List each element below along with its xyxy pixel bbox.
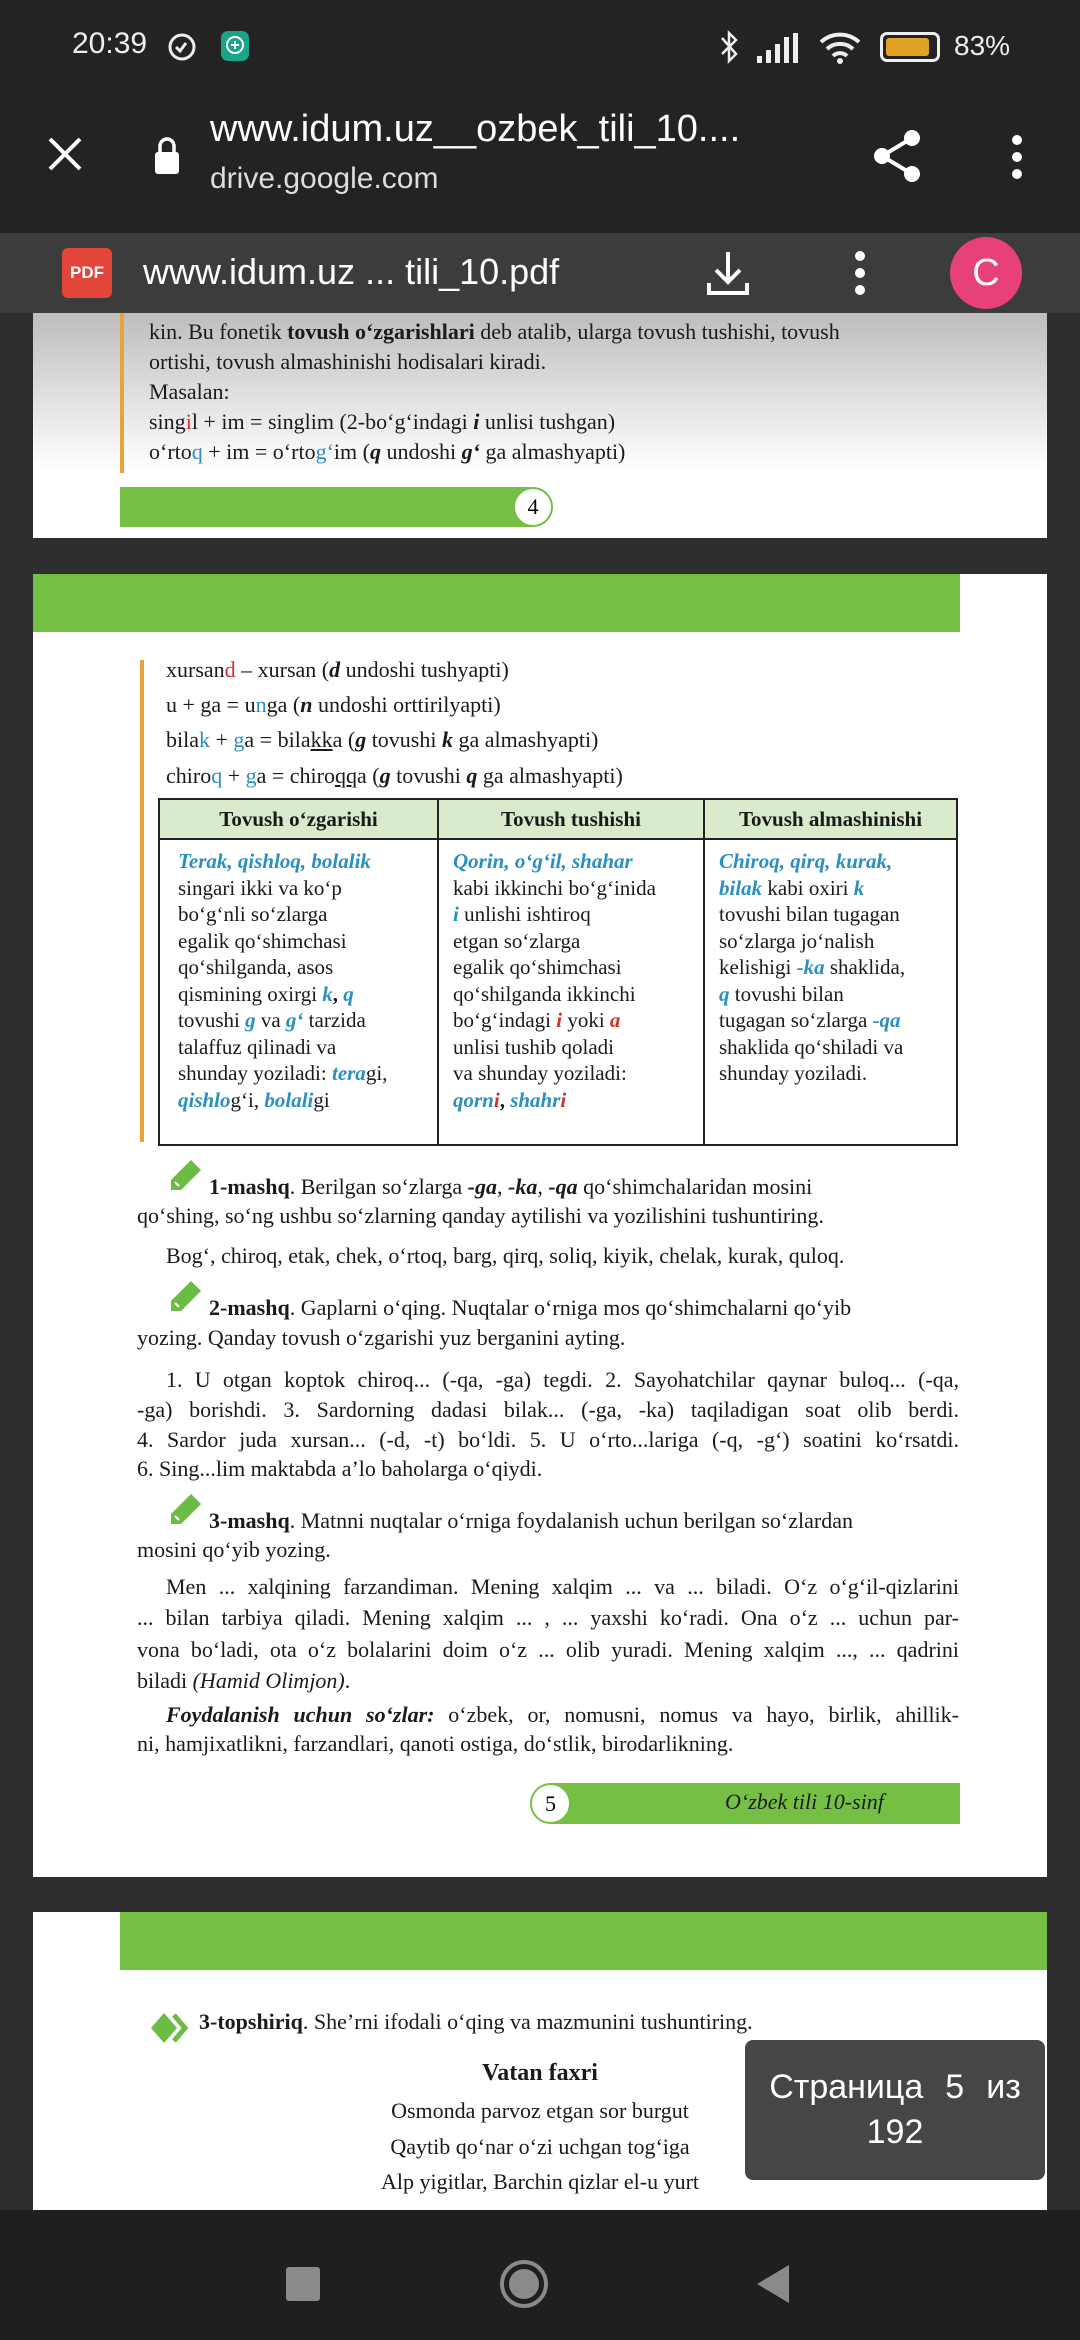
text-segment: 1-mashq — [209, 1174, 290, 1199]
text-segment: shunday yoziladi. — [719, 1061, 868, 1085]
text-segment: i — [453, 902, 459, 926]
text-segment: – xursan ( — [235, 657, 330, 682]
cell-line — [719, 1007, 946, 1034]
text-segment: so‘zlarga jo‘nalish — [719, 928, 875, 953]
text-segment: biladi — [137, 1668, 193, 1693]
text-segment: yozing. Qanday tovush o‘zgarishi yuz berganini ayting. — [137, 1325, 626, 1350]
text-segment: n — [300, 692, 313, 717]
text-segment: q — [466, 763, 478, 788]
text-segment: kelishigi — [719, 955, 797, 979]
text-segment: qishlo — [178, 1087, 231, 1112]
text-segment: va — [255, 1008, 286, 1032]
alarm-icon — [165, 28, 199, 62]
lock-icon — [152, 134, 182, 176]
header-green-bar — [120, 1912, 1047, 1970]
text-line — [209, 1506, 853, 1536]
cell-line — [178, 1034, 427, 1061]
text-segment: kabi ikkinchi bo‘g‘inida — [453, 875, 656, 900]
text-segment: i — [185, 409, 192, 434]
text-line — [137, 1454, 542, 1484]
text-segment: g — [355, 727, 367, 752]
text-segment: unlishi ishtiroq — [458, 902, 591, 926]
text-segment: bo‘g‘indagi — [453, 1008, 557, 1032]
text-segment: k — [441, 727, 453, 752]
text-segment: bo‘g‘nli so‘zlarga — [178, 902, 328, 926]
text-segment: 3-topshiriq — [199, 2009, 303, 2034]
cell-line — [719, 901, 946, 928]
poem-line: Alp yigitlar, Barchin qizlar el-u yurt — [380, 2169, 700, 2194]
text-segment: bila — [166, 727, 199, 752]
text-segment: i — [560, 1087, 567, 1112]
text-line — [166, 1572, 959, 1602]
text-line — [166, 690, 501, 720]
text-segment: egalik qo‘shimchasi — [178, 928, 347, 953]
cell-line — [453, 981, 693, 1008]
text-segment: Foydalanish uchun so‘zlar: — [166, 1702, 435, 1727]
text-line — [209, 1172, 812, 1202]
text-segment: Chiroq, qirq, kurak, — [719, 849, 893, 873]
text-segment: Bog‘, chiroq, etak, chek, o‘rtoq, barg, qirq, soliq, kiyik, chelak, kurak, quloq. — [166, 1243, 845, 1268]
text-segment: egalik qo‘shimchasi — [453, 955, 622, 979]
text-segment: qo‘shimchalaridan mosini — [577, 1174, 813, 1199]
cell-line — [719, 848, 946, 875]
text-segment: tarzida — [303, 1008, 366, 1032]
text-segment: mosini qo‘yib yozing. — [137, 1537, 331, 1562]
text-segment: Men ... xalqining farzandiman. Mening xalqim ... va ... biladi. O‘z o‘g‘il-qizlarini — [166, 1574, 959, 1599]
text-segment: deb atalib, ularga tovush tushishi, tovush — [474, 319, 840, 344]
cell-line — [453, 954, 693, 981]
text-segment: a — [609, 1008, 621, 1032]
pdf-file-icon: PDF — [62, 248, 112, 298]
cell-line — [453, 1060, 693, 1087]
viewer-app-bar — [0, 82, 1080, 233]
task-diamond-icon — [150, 2011, 190, 2045]
text-segment: a ( — [357, 763, 380, 788]
text-line — [166, 725, 598, 755]
text-segment: ... bilan tarbiya qiladi. Mening xalqim ... , ... yaxshi ko‘radi. Ona o‘z ... uchun par- — [137, 1605, 959, 1630]
page-number-bar — [120, 487, 552, 527]
text-segment: g‘ — [285, 1008, 304, 1032]
text-segment: -ga) borishdi. 3. Sardorning dadasi bilak... (-ga, -ka) taqiladigan soat olib berdi. — [137, 1397, 959, 1422]
text-segment: qo‘shilganda, asos — [178, 955, 334, 979]
text-segment: , — [332, 981, 344, 1006]
text-segment: tugagan so‘zlarga — [719, 1008, 873, 1032]
text-segment: kin. Bu fonetik — [149, 319, 288, 344]
pdf-page-5 — [33, 574, 1047, 1877]
text-line — [137, 1666, 350, 1696]
text-segment: g — [233, 727, 245, 752]
text-segment: . — [344, 1668, 351, 1693]
text-segment: shunday yoziladi: — [178, 1061, 332, 1085]
signal-icon — [755, 32, 801, 64]
header-green-bar — [33, 574, 960, 632]
text-segment: + — [222, 763, 246, 788]
text-line — [137, 1729, 733, 1759]
text-segment: + — [210, 727, 234, 752]
table-cell — [159, 839, 438, 1145]
back-button[interactable] — [755, 2263, 791, 2305]
text-segment: tovushi bilan tugagan — [719, 902, 900, 926]
wifi-icon — [818, 28, 864, 66]
text-line — [137, 1535, 331, 1565]
text-segment: bolali — [264, 1087, 314, 1112]
battery-icon — [880, 32, 940, 62]
text-segment: n — [255, 692, 267, 717]
text-segment: k — [322, 981, 333, 1006]
table-cell — [438, 839, 704, 1145]
text-segment: u + ga = u — [166, 692, 256, 717]
text-segment: i — [493, 1087, 500, 1112]
text-segment: q — [211, 763, 223, 788]
text-segment: shaklida qo‘shiladi va — [719, 1034, 904, 1059]
of-label: из — [986, 2068, 1021, 2106]
text-segment: talaffuz qilinadi va — [178, 1034, 337, 1059]
text-line — [166, 1365, 959, 1395]
current-page: 5 — [945, 2068, 965, 2106]
text-segment: + im = o‘rto — [202, 439, 316, 464]
text-segment: Terak, qishloq, bolalik — [178, 849, 371, 873]
text-segment: kabi oxiri — [762, 875, 854, 900]
text-segment: d — [329, 657, 341, 682]
cell-line — [178, 954, 427, 981]
poem-line: Osmonda parvoz etgan sor burgut — [391, 2098, 689, 2123]
text-line — [209, 1293, 851, 1323]
status-time: 20:39 — [72, 27, 148, 60]
text-segment: l + im = singlim (2-bo‘g‘indagi — [191, 409, 474, 434]
text-segment: bilak — [719, 875, 763, 900]
text-segment: qismining oxirgi — [178, 981, 323, 1006]
text-segment: o‘rto — [149, 439, 192, 464]
text-segment: shahr — [510, 1087, 561, 1112]
text-segment: d — [224, 657, 236, 682]
text-segment: . Gaplarni o‘qing. Nuqtalar o‘rniga mos qo‘shimchalarni qo‘yib — [289, 1295, 852, 1320]
cell-line — [719, 954, 946, 981]
text-segment: q — [369, 439, 381, 464]
orange-rule — [140, 660, 144, 1142]
text-line — [149, 317, 840, 347]
text-segment: gi — [313, 1087, 330, 1112]
text-segment: unlisi tushgan) — [479, 409, 616, 434]
text-segment: a = bila — [244, 727, 311, 752]
text-segment: g — [245, 1008, 256, 1032]
cell-line — [178, 928, 427, 955]
text-segment: kk — [310, 727, 333, 752]
text-segment: a = chiro — [256, 763, 335, 788]
pencil-icon — [169, 1158, 203, 1192]
text-segment: ga almashyapti) — [479, 439, 626, 464]
cell-line — [719, 1034, 946, 1061]
cell-line — [453, 875, 693, 902]
text-segment: -qa — [548, 1174, 578, 1199]
text-line — [199, 2007, 753, 2037]
text-segment: g — [379, 763, 391, 788]
text-segment: xursan — [166, 657, 225, 682]
cell-line — [719, 875, 946, 902]
text-line — [137, 1635, 959, 1665]
text-segment: Qorin, o‘g‘il, shahar — [453, 849, 633, 873]
text-segment: 4. Sardor juda xursan... (-d, -t) bo‘ldi. 5. U o‘rto...lariga (-q, -g‘) soatini ko‘rsatdi. — [137, 1427, 959, 1452]
cell-line — [178, 1087, 427, 1114]
cell-line — [178, 981, 427, 1008]
text-segment: tovushi — [366, 727, 442, 752]
cell-line — [719, 981, 946, 1008]
poem-line: Qaytib qo‘nar o‘zi uchgan tog‘iga — [390, 2134, 690, 2159]
text-segment: . She’rni ifodali o‘qing va mazmunini tushuntiring. — [302, 2009, 753, 2034]
text-segment: ga almashyapti) — [477, 763, 623, 788]
text-line — [166, 1241, 844, 1271]
table-header: Tovush tushishi — [438, 799, 704, 839]
document-title: www.idum.uz__ozbek_tili_10.... — [210, 108, 741, 150]
bluetooth-icon — [718, 28, 740, 66]
cell-line — [453, 1034, 693, 1061]
text-line — [137, 1395, 959, 1425]
text-segment: -ka — [508, 1174, 538, 1199]
pdf-file-name: www.idum.uz ... tili_10.pdf — [143, 251, 560, 292]
sound-changes-table — [158, 798, 958, 1146]
text-segment: q — [343, 981, 354, 1006]
pdf-more-icon[interactable] — [848, 249, 872, 297]
text-segment: etgan so‘zlarga — [453, 928, 581, 953]
footer-book-title: O‘zbek tili 10-sinf — [725, 1789, 884, 1814]
text-segment: g‘ — [461, 439, 480, 464]
text-line — [166, 761, 623, 791]
total-pages: 192 — [866, 2113, 924, 2151]
text-segment: 1. U otgan koptok chiroq... (-qa, -ga) tegdi. 2. Sayohatchilar qaynar buloq... (-qa, — [166, 1367, 959, 1392]
page-label: Страница — [769, 2068, 924, 2106]
text-segment: -ka — [796, 955, 825, 979]
text-segment: sing — [149, 409, 186, 434]
battery-percent: 83% — [954, 30, 1011, 61]
text-segment: 6. Sing...lim maktabda a’lo baholarga o‘qiydi. — [137, 1456, 543, 1481]
cell-line — [719, 1060, 946, 1087]
text-segment: vona bo‘ladi, ota o‘z bolalarini doim o‘z ... olib yuradi. Mening xalqim ..., ... qadrini — [137, 1637, 959, 1662]
cell-line — [453, 1087, 693, 1114]
recents-button[interactable] — [286, 2267, 320, 2301]
cell-line — [178, 1007, 427, 1034]
cell-line — [453, 928, 693, 955]
page-number: 5 — [530, 1783, 571, 1824]
cell-line — [719, 928, 946, 955]
account-avatar[interactable]: C — [950, 237, 1022, 309]
text-segment: tovushi bilan — [729, 981, 844, 1006]
text-segment: im ( — [333, 439, 370, 464]
text-segment: ni, hamjixatlikni, farzandlari, qanoti ostiga, do‘stlik, birodarlikning. — [137, 1731, 734, 1756]
system-nav-bar — [0, 2210, 1080, 2340]
cell-line — [178, 875, 427, 902]
text-segment: undoshi tushyapti) — [340, 657, 509, 682]
more-options-icon[interactable] — [1005, 132, 1029, 182]
table-cell — [704, 839, 957, 1145]
orange-rule — [120, 313, 124, 473]
text-segment: q — [191, 439, 203, 464]
pencil-icon — [169, 1279, 203, 1313]
text-segment: tera — [331, 1061, 366, 1085]
text-segment: Masalan: — [149, 379, 230, 404]
text-segment: shaklida, — [824, 955, 906, 979]
cell-line — [178, 901, 427, 928]
text-line — [149, 347, 546, 377]
text-segment: g‘i, — [230, 1087, 265, 1112]
text-segment: . Matnni nuqtalar o‘rniga foydalanish uchun berilgan so‘zlardan — [289, 1508, 853, 1533]
text-line — [149, 407, 615, 437]
text-segment: qo‘shing, so‘ng ushbu so‘zlarning qanday aytilishi va yozilishini tushuntiring. — [137, 1203, 824, 1228]
text-segment: i — [473, 409, 480, 434]
text-segment: undoshi orttirilyapti) — [312, 692, 501, 717]
text-segment: undoshi — [380, 439, 462, 464]
text-segment: g‘ — [315, 439, 334, 464]
share-icon[interactable] — [872, 128, 924, 184]
text-segment: ortishi, tovush almashinishi hodisalari kiradi. — [149, 349, 547, 374]
text-segment: qq — [335, 763, 357, 788]
text-line — [149, 377, 230, 407]
text-segment: k — [199, 727, 210, 752]
text-segment: ga almashyapti) — [452, 727, 599, 752]
table-header: Tovush o‘zgarishi — [159, 799, 438, 839]
text-segment: -ga — [467, 1174, 497, 1199]
text-segment: (Hamid Olimjon) — [192, 1668, 345, 1693]
text-segment: va shunday yoziladi: — [453, 1061, 627, 1085]
text-segment: yoki — [562, 1008, 610, 1032]
cell-line — [178, 848, 427, 875]
text-segment: tovush o‘zgarishlari — [287, 319, 475, 344]
text-segment: i — [556, 1008, 563, 1032]
text-segment: gi, — [365, 1061, 388, 1085]
text-segment: 3-mashq — [209, 1508, 290, 1533]
text-segment: o‘zbek, or, nomusni, nomus va hayo, birlik, ahillik- — [434, 1702, 959, 1727]
text-segment: tovushi — [390, 763, 467, 788]
home-button[interactable] — [498, 2258, 550, 2310]
page-number: 4 — [513, 487, 553, 527]
text-line — [137, 1603, 959, 1633]
cell-line — [453, 901, 693, 928]
text-segment: unlisi tushib qoladi — [453, 1034, 615, 1059]
text-line — [137, 1323, 625, 1353]
pencil-icon — [169, 1492, 203, 1526]
text-segment: ga ( — [266, 692, 301, 717]
text-segment: singari ikki va ko‘p — [178, 875, 342, 900]
text-segment: g — [245, 763, 257, 788]
text-segment: tovushi — [178, 1008, 246, 1032]
text-line — [166, 655, 509, 685]
text-line — [137, 1425, 959, 1455]
close-icon[interactable] — [45, 134, 85, 174]
health-app-icon — [220, 30, 250, 64]
table-header: Tovush almashinishi — [704, 799, 957, 839]
text-segment: , — [537, 1174, 549, 1199]
text-line — [137, 1201, 824, 1231]
text-segment: chiro — [166, 763, 212, 788]
text-segment: . Berilgan so‘zlarga — [289, 1174, 468, 1199]
document-domain: drive.google.com — [210, 162, 439, 195]
pdf-page-4 — [33, 313, 1047, 538]
text-line — [149, 437, 625, 467]
text-segment: k — [853, 875, 865, 900]
text-segment: qo‘shilganda ikkinchi — [453, 981, 636, 1006]
download-icon[interactable] — [706, 249, 750, 297]
pdf-toolbar — [0, 233, 1080, 313]
text-segment: -qa — [872, 1008, 901, 1032]
text-line — [166, 1700, 959, 1730]
status-bar — [0, 0, 1080, 82]
text-segment: 2-mashq — [209, 1295, 290, 1320]
cell-line — [178, 1060, 427, 1087]
text-segment: , — [497, 1174, 508, 1199]
cell-line — [453, 1007, 693, 1034]
text-segment: q — [719, 981, 730, 1006]
cell-line — [453, 848, 693, 875]
page-indicator-toast — [745, 2040, 1045, 2180]
text-segment: , — [499, 1087, 511, 1112]
text-segment: a ( — [332, 727, 356, 752]
poem-title: Vatan faxri — [482, 2060, 598, 2086]
text-segment: qorn — [453, 1087, 494, 1112]
